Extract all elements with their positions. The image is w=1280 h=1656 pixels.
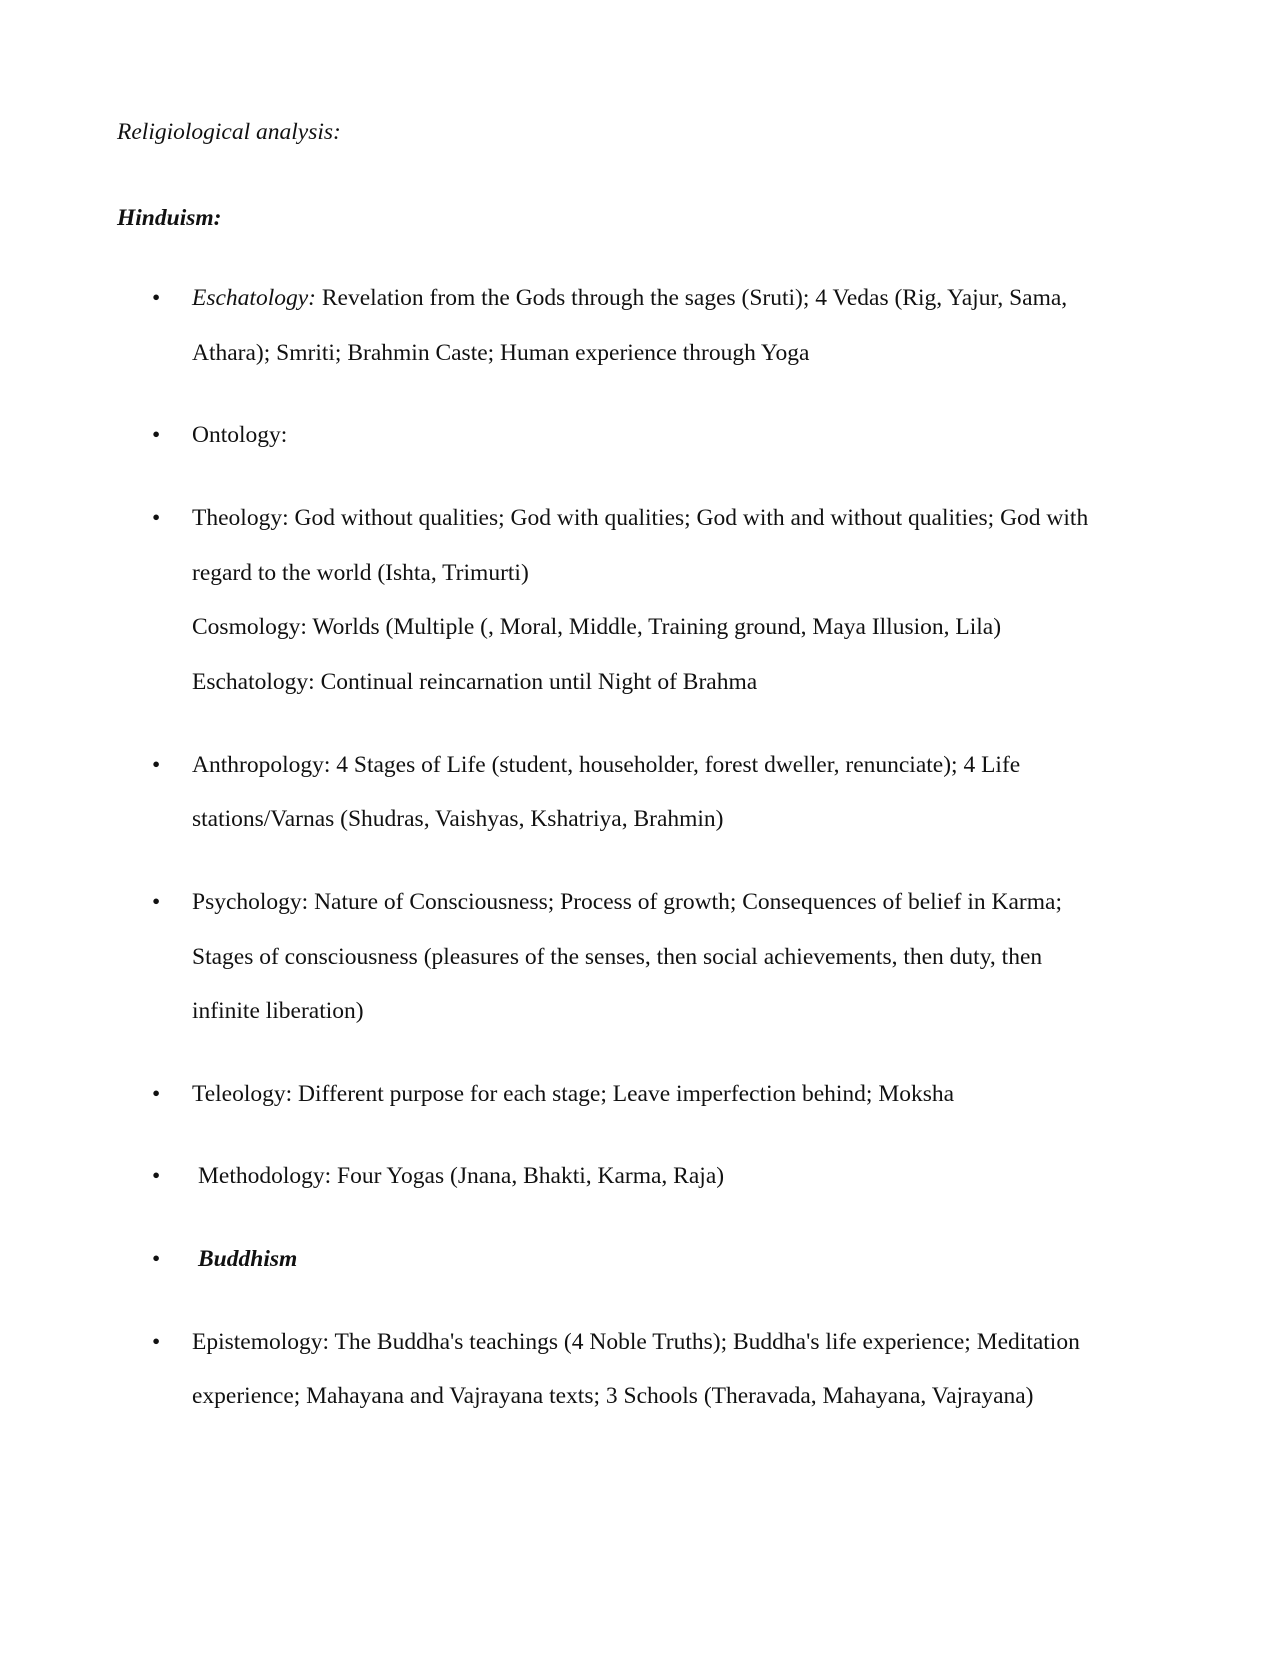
- list-item-lead-label: Eschatology:: [192, 285, 316, 311]
- list-item-eschatology-line-1: [192, 283, 1067, 313]
- bullet-marker: •: [152, 889, 161, 915]
- bullet-marker: •: [152, 1081, 161, 1107]
- document-title: Religiological analysis:: [117, 119, 341, 145]
- list-item-psychology-line-2: Stages of consciousness (pleasures of the senses, then social achievements, then duty, then: [192, 944, 1043, 970]
- list-item-buddhism-heading: Buddhism: [198, 1246, 298, 1272]
- list-item-cosmology: Cosmology: Worlds (Multiple (, Moral, Middle, Training ground, Maya Illusion, Lila): [192, 614, 1002, 640]
- list-item-text: Revelation from the Gods through the sages (Sruti); 4 Vedas (Rig, Yajur, Sama,: [316, 285, 1068, 311]
- section-heading-hinduism: Hinduism:: [117, 205, 222, 231]
- list-item-eschatology-continual: Eschatology: Continual reincarnation until Night of Brahma: [192, 669, 758, 695]
- list-item-epistemology-line-1: Epistemology: The Buddha's teachings (4 Noble Truths); Buddha's life experience; Meditation: [192, 1329, 1080, 1355]
- list-item-eschatology-line-2: Athara); Smriti; Brahmin Caste; Human experience through Yoga: [192, 340, 810, 366]
- bullet-marker: •: [152, 1163, 161, 1189]
- list-item-psychology-line-3: infinite liberation): [192, 998, 364, 1024]
- bullet-marker: •: [152, 422, 161, 448]
- bullet-marker: •: [152, 1246, 161, 1272]
- list-item-ontology: Ontology:: [192, 422, 288, 448]
- list-item-theology-line-2: regard to the world (Ishta, Trimurti): [192, 560, 529, 586]
- list-item-anthropology-line-2: stations/Varnas (Shudras, Vaishyas, Kshatriya, Brahmin): [192, 806, 724, 832]
- list-item-teleology: Teleology: Different purpose for each stage; Leave imperfection behind; Moksha: [192, 1081, 955, 1107]
- list-item-anthropology-line-1: Anthropology: 4 Stages of Life (student, householder, forest dweller, renunciate); 4 Life: [192, 752, 1021, 778]
- list-item-psychology-line-1: Psychology: Nature of Consciousness; Process of growth; Consequences of belief in Karma;: [192, 889, 1062, 915]
- bullet-marker: •: [152, 505, 161, 531]
- list-item-methodology: Methodology: Four Yogas (Jnana, Bhakti, Karma, Raja): [198, 1163, 725, 1189]
- list-item-theology-line-1: Theology: God without qualities; God with qualities; God with and without qualities; God with: [192, 505, 1089, 531]
- bullet-marker: •: [152, 1329, 161, 1355]
- bullet-marker: •: [152, 285, 161, 311]
- list-item-epistemology-line-2: experience; Mahayana and Vajrayana texts; 3 Schools (Theravada, Mahayana, Vajrayana): [192, 1383, 1034, 1409]
- bullet-marker: •: [152, 752, 161, 778]
